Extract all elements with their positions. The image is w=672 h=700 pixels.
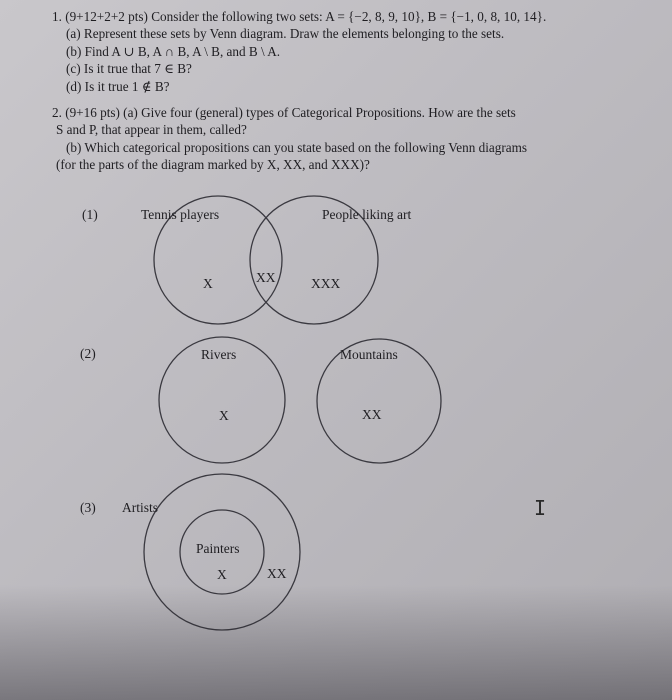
question-1-part-c: (c) Is it true that 7 ∈ B? <box>66 61 192 77</box>
diagram-1-mark-left: X <box>203 276 213 291</box>
diagram-2-left-set-label: Rivers <box>201 347 237 362</box>
diagram-1-mark-right: XXX <box>311 276 341 291</box>
question-1-part-a: (a) Represent these sets by Venn diagram. Draw the elements belonging to the sets. <box>66 26 505 42</box>
question-1-header: 1. (9+12+2+2 pts) Consider the following two sets: A = {−2, 8, 9, 10}, B = {−1, 0, 8, 10, 14}. <box>52 9 547 24</box>
question-2-header: 2. (9+16 pts) (a) Give four (general) types of Categorical Propositions. How are the sets <box>52 105 516 120</box>
diagram-1-right-set-label: People liking art <box>322 207 412 222</box>
text-cursor-icon: I <box>534 496 547 520</box>
diagram-1-number: (1) <box>82 207 98 222</box>
diagram-2-number: (2) <box>80 346 96 361</box>
question-1-part-d: (d) Is it true 1 ∉ B? <box>66 78 170 94</box>
diagram-3-inner-set-label: Painters <box>196 541 240 556</box>
diagram-2-mark-right: XX <box>362 407 382 422</box>
diagram-3-mark-outer: XX <box>267 566 287 581</box>
diagram-3-mark-inner: X <box>217 567 227 582</box>
question-2-line-2: S and P, that appear in them, called? <box>56 122 247 138</box>
diagram-2-right-set-label: Mountains <box>340 347 398 362</box>
diagram-2-mark-left: X <box>219 408 229 423</box>
diagram-3-number: (3) <box>80 500 96 515</box>
diagram-1-left-set-label: Tennis players <box>141 207 220 222</box>
diagram-3-outer-set-label: Artists <box>122 500 159 515</box>
question-1-part-b: (b) Find A ∪ B, A ∩ B, A \ B, and B \ A. <box>66 43 281 59</box>
question-2-part-b-continued: (for the parts of the diagram marked by X, XX, and XXX)? <box>56 157 370 173</box>
question-2-part-b: (b) Which categorical propositions can you state based on the following Venn diagrams <box>66 139 527 155</box>
diagram-1-mark-middle: XX <box>256 270 276 285</box>
